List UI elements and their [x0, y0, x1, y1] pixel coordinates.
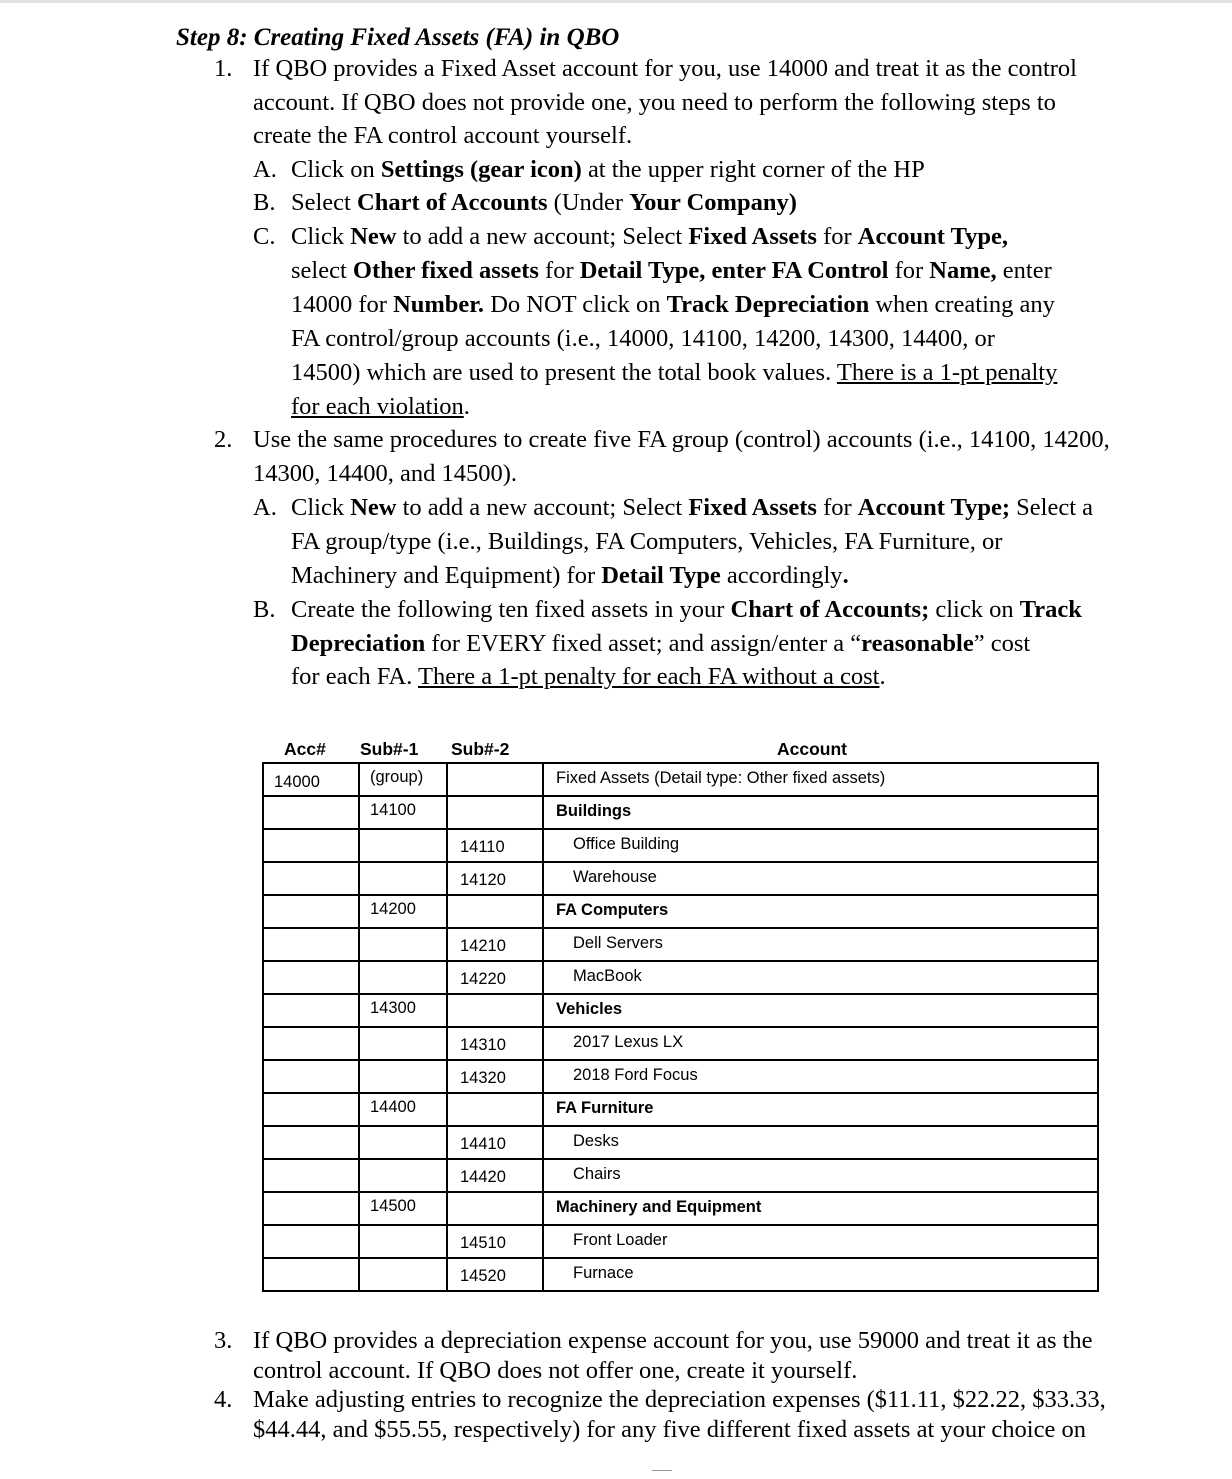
bold-run: Detail Type, enter FA Control [579, 257, 889, 284]
sub-line [291, 356, 1057, 390]
sub-letter: A. [253, 156, 277, 183]
step-1-line: If QBO provides a Fixed Asset account for you, use 14000 and treat it as the control [253, 55, 1077, 82]
step-2-text [253, 423, 1110, 490]
cell-acc: 14000 [263, 763, 359, 796]
step-1-line: account. If QBO does not provide one, you need to perform the following steps to [253, 88, 1056, 116]
cell-sub1 [359, 1126, 447, 1159]
cell-acc [263, 1159, 359, 1192]
cell-acc [263, 994, 359, 1027]
sub-text [291, 153, 925, 187]
cell-acc [263, 961, 359, 994]
cell-sub2 [447, 1093, 543, 1126]
cell-account: Front Loader [543, 1225, 1098, 1258]
bold-run: Depreciation [291, 629, 426, 657]
text-run: Click [291, 223, 351, 250]
table-row [263, 928, 1098, 961]
bold-run: Number. [393, 291, 485, 318]
text-run: Machinery and Equipment) for [291, 562, 602, 589]
step-3-text [253, 1326, 1093, 1386]
text-run: accordingly [720, 562, 843, 589]
cell-account: FA Furniture [543, 1093, 1098, 1126]
table-row [263, 994, 1098, 1027]
sub-text [291, 491, 1093, 593]
cell-acc [263, 1093, 359, 1126]
underlined-run: for each violation [291, 393, 464, 420]
sub-letter: B. [253, 189, 276, 216]
bold-run: Settings (gear icon) [380, 156, 582, 183]
step-2-line: Use the same procedures to create five FA group (control) accounts (i.e., 14100, 14200, [253, 426, 1110, 453]
cell-account: Machinery and Equipment [543, 1192, 1098, 1225]
step-3-line: If QBO provides a depreciation expense account for you, use 59000 and treat it as the [253, 1327, 1093, 1354]
bold-run: Account Type; [857, 494, 1011, 521]
underlined-run: There a 1-pt penalty for each FA without a cost [418, 663, 880, 690]
cell-account: 2018 Ford Focus [543, 1060, 1098, 1093]
cell-sub2: 14120 [447, 862, 543, 895]
bold-run: Your Company) [629, 189, 797, 216]
step-4-text [253, 1385, 1106, 1445]
sub-line [291, 491, 1093, 525]
text-run: for each FA. [291, 663, 418, 690]
text-run: 14500) which are used to present the total book values. [291, 359, 837, 386]
text-run: to add a new account; Select [396, 223, 689, 250]
sub-line: FA control/group accounts (i.e., 14000, 14100, 14200, 14300, 14400, or [291, 325, 995, 352]
cell-acc [263, 862, 359, 895]
bold-run: Fixed Assets [688, 223, 817, 250]
table-row [263, 1060, 1098, 1093]
cell-acc [263, 1126, 359, 1159]
bold-run: New [350, 494, 397, 521]
cell-sub1 [359, 928, 447, 961]
cell-sub1: 14300 [359, 994, 447, 1027]
step-4-number: 4. [214, 1386, 233, 1413]
cell-sub1: 14400 [359, 1093, 447, 1126]
step-4-line: $44.44, and $55.55, respectively) for any five different fixed assets at your choice on [253, 1416, 1086, 1443]
step-2-number: 2. [214, 426, 233, 453]
table-row [263, 961, 1098, 994]
table-row [263, 1192, 1098, 1225]
header-sub1: Sub#-1 [360, 739, 419, 759]
bold-run: Name, [929, 257, 997, 284]
step-1-number: 1. [214, 55, 233, 82]
table-header [262, 734, 1102, 762]
step-1-line: create the FA control account yourself. [253, 122, 633, 149]
page-top-edge [0, 0, 1232, 3]
cell-account: Chairs [543, 1159, 1098, 1192]
cell-sub2: 14220 [447, 961, 543, 994]
cell-sub1 [359, 1060, 447, 1093]
cell-sub1 [359, 829, 447, 862]
cell-sub1: 14500 [359, 1192, 447, 1225]
step-3-line: control account. If QBO does not offer one, create it yourself. [253, 1357, 858, 1384]
cell-acc [263, 1258, 359, 1291]
sub-line [291, 254, 1057, 288]
cell-account: Warehouse [543, 862, 1098, 895]
text-run: Click on [291, 156, 381, 183]
cell-account: Dell Servers [543, 928, 1098, 961]
cell-sub1: 14100 [359, 796, 447, 829]
cell-account: Vehicles [543, 994, 1098, 1027]
sub-line [291, 660, 1082, 694]
text-run: when creating any [869, 291, 1055, 318]
text-run: for [888, 257, 930, 284]
cell-sub2: 14520 [447, 1258, 543, 1291]
cell-account: FA Computers [543, 895, 1098, 928]
cell-account: Buildings [543, 796, 1098, 829]
cell-account: Fixed Assets (Detail type: Other fixed assets) [543, 763, 1098, 796]
text-run: for [538, 257, 580, 284]
text-run: click on [929, 596, 1020, 623]
cell-sub2: 14110 [447, 829, 543, 862]
bold-run: New [350, 223, 397, 250]
cell-sub2: 14510 [447, 1225, 543, 1258]
step-3-number: 3. [214, 1327, 233, 1354]
text-run: select [291, 257, 353, 284]
cell-sub2 [447, 895, 543, 928]
cell-sub2 [447, 796, 543, 829]
sub-letter: B. [253, 596, 276, 623]
step-1-text [253, 52, 1077, 153]
cell-account: Office Building [543, 829, 1098, 862]
cell-sub1: 14200 [359, 895, 447, 928]
bold-run: reasonable [861, 629, 974, 657]
step-2-line: 14300, 14400, and 14500). [253, 459, 518, 487]
text-run: . [463, 393, 470, 420]
table-row [263, 1258, 1098, 1291]
text-run: Select a [1010, 494, 1094, 521]
step-4-line: Make adjusting entries to recognize the depreciation expenses ($11.11, $22.22, $33.33, [253, 1386, 1106, 1413]
cell-sub2: 14310 [447, 1027, 543, 1060]
table-row [263, 895, 1098, 928]
table-row [263, 1159, 1098, 1192]
cell-acc [263, 1060, 359, 1093]
cell-sub1: (group) [359, 763, 447, 796]
cell-account: Desks [543, 1126, 1098, 1159]
cell-sub1 [359, 1225, 447, 1258]
sub-line [291, 559, 1093, 593]
sub-line [291, 390, 1057, 424]
table-row [263, 1225, 1098, 1258]
text-run: ” cost [973, 629, 1031, 657]
cell-account: MacBook [543, 961, 1098, 994]
sub-line [291, 593, 1082, 627]
bold-run: Chart of Accounts [357, 189, 548, 216]
cell-account: Furnace [543, 1258, 1098, 1291]
bold-run: Other fixed assets [352, 257, 539, 284]
sub-line [291, 220, 1057, 254]
text-run: 14000 for [291, 291, 394, 318]
cell-acc [263, 895, 359, 928]
cell-account: 2017 Lexus LX [543, 1027, 1098, 1060]
text-run: Create the following ten fixed assets in your [291, 596, 731, 623]
text-run: to add a new account; Select [396, 494, 689, 521]
cell-acc [263, 796, 359, 829]
table-row [263, 862, 1098, 895]
table-body [263, 763, 1098, 1291]
table-row [263, 1027, 1098, 1060]
cell-sub2: 14210 [447, 928, 543, 961]
sub-letter: C. [253, 223, 276, 250]
cell-acc [263, 1225, 359, 1258]
cell-acc [263, 829, 359, 862]
bold-run: Detail Type [601, 562, 721, 589]
text-run: Select [291, 189, 357, 216]
text-run: for EVERY fixed asset; and assign/enter a “ [425, 629, 862, 657]
bold-run: Chart of Accounts; [730, 596, 930, 623]
sub-line [291, 288, 1057, 322]
text-run: at the upper right corner of the HP [581, 156, 925, 183]
sub-line [291, 627, 1082, 661]
table-row [263, 829, 1098, 862]
fixed-assets-table [262, 762, 1099, 1292]
header-acc: Acc# [284, 739, 326, 759]
bold-run: . [842, 562, 849, 589]
cell-sub2: 14320 [447, 1060, 543, 1093]
cell-acc [263, 928, 359, 961]
text-run: enter [996, 257, 1052, 284]
cell-sub2 [447, 763, 543, 796]
underlined-run: There is a 1-pt penalty [836, 359, 1058, 386]
page-title: Step 8: Creating Fixed Assets (FA) in QBO [176, 24, 620, 51]
cell-sub2 [447, 1192, 543, 1225]
cell-sub2 [447, 994, 543, 1027]
table-row [263, 763, 1098, 796]
sub-text [291, 186, 797, 220]
header-account: Account [777, 739, 847, 759]
text-run: . [879, 663, 886, 690]
sub-line: FA group/type (i.e., Buildings, FA Computers, Vehicles, FA Furniture, or [291, 528, 1003, 555]
bold-run: Account Type, [857, 223, 1008, 250]
sub-text [291, 220, 1057, 424]
cell-sub1 [359, 1159, 447, 1192]
cell-sub1 [359, 1258, 447, 1291]
bold-run: Fixed Assets [688, 494, 817, 521]
cell-acc [263, 1192, 359, 1225]
text-run: for [816, 223, 858, 250]
bold-run: Track Depreciation [666, 291, 870, 318]
cell-sub1 [359, 961, 447, 994]
table-row [263, 796, 1098, 829]
cell-sub2: 14410 [447, 1126, 543, 1159]
text-run: Do NOT click on [484, 291, 667, 318]
cell-sub1 [359, 1027, 447, 1060]
table-row [263, 1093, 1098, 1126]
header-sub2: Sub#-2 [451, 739, 510, 759]
sub-letter: A. [253, 494, 277, 521]
cell-sub1 [359, 862, 447, 895]
text-run: (Under [547, 189, 630, 216]
cell-sub2: 14420 [447, 1159, 543, 1192]
table-row [263, 1126, 1098, 1159]
sub-text [291, 593, 1082, 694]
cell-acc [263, 1027, 359, 1060]
text-run: Click [291, 494, 351, 521]
page-number-fragment [652, 1470, 672, 1474]
bold-run: Track [1019, 596, 1082, 623]
text-run: for [816, 494, 858, 521]
